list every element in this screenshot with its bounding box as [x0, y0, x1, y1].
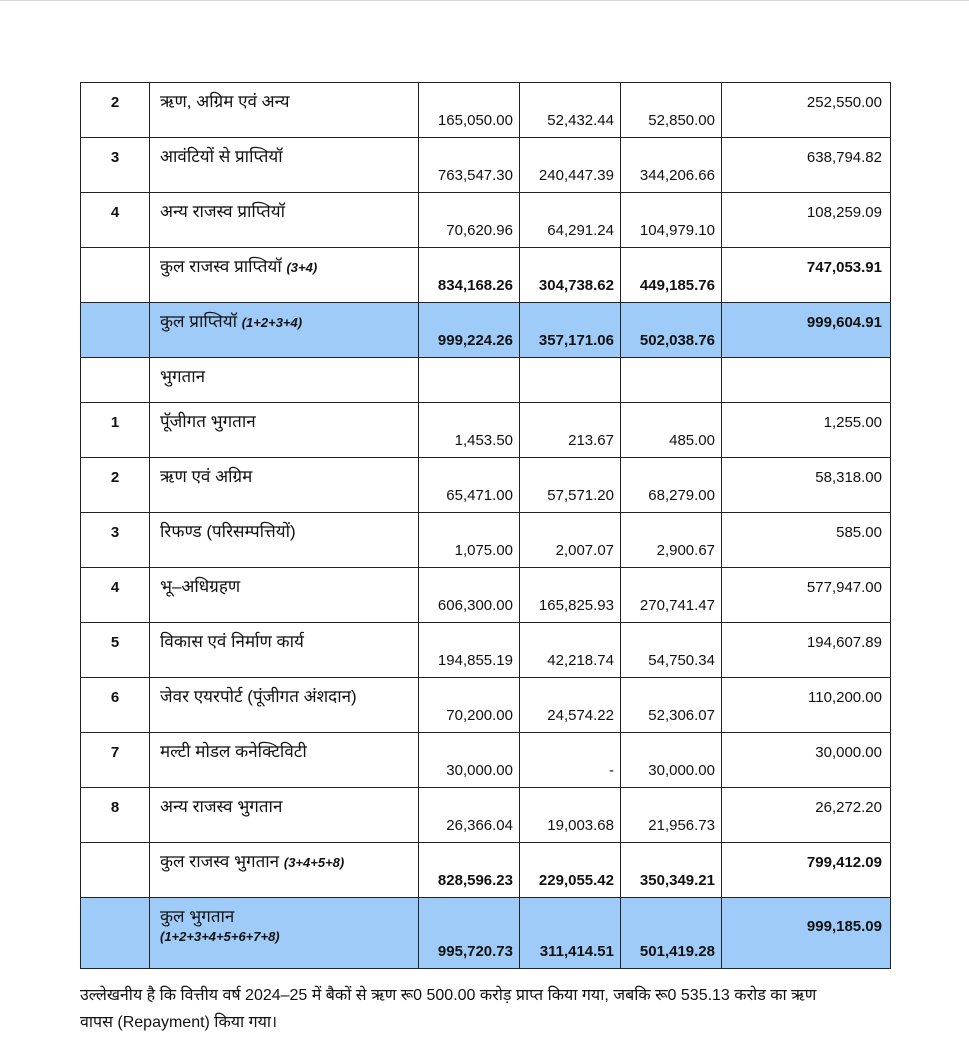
serial-cell — [81, 898, 150, 969]
serial-number — [81, 358, 149, 369]
value-cell-3 — [621, 898, 722, 969]
value-text: 70,200.00 — [446, 707, 513, 724]
value-text: 999,185.09 — [806, 918, 882, 935]
description-cell — [150, 458, 419, 513]
value-text: 110,200.00 — [808, 689, 882, 706]
value-cell-4 — [722, 568, 891, 623]
description-text: ऋण एवं अग्रिम — [160, 467, 253, 486]
value-text: 270,741.47 — [639, 597, 715, 614]
value-cell-3 — [621, 458, 722, 513]
formula-text: (1+2+3+4+5+6+7+8) — [160, 929, 280, 944]
serial-cell — [81, 83, 150, 138]
serial-cell — [81, 843, 150, 898]
value-text: 799,412.09 — [806, 854, 882, 871]
table-row — [81, 83, 891, 138]
value-cell-3 — [621, 303, 722, 358]
value-cell-4 — [722, 623, 891, 678]
value-text: 449,185.76 — [639, 277, 715, 294]
description-text: कुल राजस्व भुगतान — [160, 852, 280, 871]
value-text: 229,055.42 — [538, 872, 614, 889]
value-cell-1 — [419, 623, 520, 678]
description-text: अन्य राजस्व भुगतान — [160, 797, 283, 816]
value-cell-2 — [520, 138, 621, 193]
description-cell — [150, 83, 419, 138]
value-cell-2 — [520, 733, 621, 788]
description-text: कुल प्राप्तियॉ — [160, 312, 237, 331]
value-cell-3 — [621, 623, 722, 678]
value-cell-1 — [419, 83, 520, 138]
value-cell-2 — [520, 788, 621, 843]
description-cell — [150, 403, 419, 458]
value-cell-1 — [419, 898, 520, 969]
value-cell-1 — [419, 458, 520, 513]
value-cell-1 — [419, 843, 520, 898]
value-text: 68,279.00 — [648, 487, 715, 504]
value-cell-1 — [419, 678, 520, 733]
value-cell-3 — [621, 403, 722, 458]
description-cell — [150, 138, 419, 193]
description-text: कुल भुगतान — [160, 907, 235, 926]
value-cell-2 — [520, 678, 621, 733]
description-cell — [150, 568, 419, 623]
value-text: 995,720.73 — [437, 943, 513, 960]
value-cell-3 — [621, 788, 722, 843]
description-text: भू–अधिग्रहण — [160, 577, 241, 596]
value-cell-4 — [722, 843, 891, 898]
description-text: कुल राजस्व प्राप्तियॉ — [160, 257, 282, 276]
value-text: 834,168.26 — [437, 277, 513, 294]
value-text: 19,003.68 — [547, 817, 614, 834]
value-text: 165,825.93 — [538, 597, 614, 614]
description-text: रिफण्ड (परिसम्पत्तियों) — [160, 522, 296, 541]
value-text: 999,604.91 — [806, 314, 882, 331]
serial-cell — [81, 513, 150, 568]
value-cell-3 — [621, 193, 722, 248]
value-cell-3 — [621, 568, 722, 623]
financial-table — [80, 82, 891, 969]
value-text: 999,224.26 — [437, 332, 513, 349]
value-cell-3 — [621, 733, 722, 788]
description-text: भुगतान — [160, 367, 206, 386]
value-text: 502,038.76 — [639, 332, 715, 349]
value-cell-4 — [722, 403, 891, 458]
value-cell-3 — [621, 843, 722, 898]
value-cell-4 — [722, 513, 891, 568]
table-row — [81, 403, 891, 458]
serial-number: 7 — [110, 744, 120, 761]
value-cell-2 — [520, 513, 621, 568]
value-cell-4 — [722, 193, 891, 248]
value-text: 52,306.07 — [648, 707, 715, 724]
description-cell — [150, 678, 419, 733]
value-text: 70,620.96 — [446, 222, 513, 239]
value-text: 57,571.20 — [547, 487, 614, 504]
description-cell — [150, 623, 419, 678]
top-border-line — [0, 0, 969, 1]
serial-number — [81, 248, 149, 259]
value-text: 828,596.23 — [437, 872, 513, 889]
description-cell — [150, 248, 419, 303]
value-cell-2 — [520, 193, 621, 248]
value-cell-1 — [419, 733, 520, 788]
value-text: 252,550.00 — [806, 94, 882, 111]
value-text: 1,075.00 — [454, 542, 513, 559]
description-text: पूॅजीगत भुगतान — [160, 412, 256, 431]
value-text: 763,547.30 — [437, 167, 513, 184]
value-cell-1 — [419, 303, 520, 358]
value-cell-4 — [722, 248, 891, 303]
description-cell — [150, 513, 419, 568]
serial-cell — [81, 458, 150, 513]
value-text: 194,855.19 — [437, 652, 513, 669]
value-text: 64,291.24 — [547, 222, 614, 239]
table-body — [81, 83, 891, 969]
serial-cell — [81, 138, 150, 193]
serial-number: 2 — [110, 94, 120, 111]
serial-cell — [81, 193, 150, 248]
value-text: 311,414.51 — [539, 943, 614, 960]
serial-cell — [81, 788, 150, 843]
value-text: 26,272.20 — [815, 799, 882, 816]
serial-cell — [81, 568, 150, 623]
value-cell-2 — [520, 568, 621, 623]
description-cell — [150, 303, 419, 358]
value-cell-4 — [722, 83, 891, 138]
value-text: 30,000.00 — [446, 762, 513, 779]
value-text: 24,574.22 — [547, 707, 614, 724]
serial-cell — [81, 678, 150, 733]
serial-number: 6 — [110, 689, 120, 706]
value-cell-3 — [621, 358, 722, 403]
value-cell-4 — [722, 458, 891, 513]
value-cell-1 — [419, 248, 520, 303]
value-text: 194,607.89 — [806, 634, 882, 651]
serial-cell — [81, 248, 150, 303]
value-text: - — [609, 762, 614, 779]
serial-number — [81, 303, 149, 314]
value-text: 577,947.00 — [806, 579, 882, 596]
value-text: 747,053.91 — [806, 259, 882, 276]
value-cell-3 — [621, 248, 722, 303]
serial-number: 1 — [110, 414, 120, 431]
value-cell-3 — [621, 678, 722, 733]
value-cell-2 — [520, 898, 621, 969]
value-text: 58,318.00 — [815, 469, 882, 486]
table-row — [81, 138, 891, 193]
value-cell-3 — [621, 513, 722, 568]
description-text: अन्य राजस्व प्राप्तियॉ — [160, 202, 286, 221]
value-cell-1 — [419, 358, 520, 403]
description-cell — [150, 733, 419, 788]
value-text: 240,447.39 — [538, 167, 614, 184]
table-row — [81, 358, 891, 403]
table-row — [81, 568, 891, 623]
description-text: आवंटियों से प्राप्तियॉ — [160, 147, 283, 166]
value-cell-2 — [520, 83, 621, 138]
serial-number: 2 — [110, 469, 120, 486]
value-cell-2 — [520, 248, 621, 303]
serial-number: 5 — [110, 634, 120, 651]
serial-cell — [81, 623, 150, 678]
table-row — [81, 303, 891, 358]
description-cell — [150, 788, 419, 843]
description-cell — [150, 898, 419, 969]
value-cell-4 — [722, 788, 891, 843]
value-cell-4 — [722, 898, 891, 969]
description-cell — [150, 358, 419, 403]
note-line-1: उल्लेखनीय है कि वित्तीय वर्ष 2024–25 में बैकों से ऋण रू0 500.00 करोड़ प्राप्त किया गया, जबकि रू0 535.13 करोड का ऋण — [80, 987, 817, 1004]
table-row — [81, 248, 891, 303]
value-text: 104,979.10 — [639, 222, 715, 239]
value-text: 1,255.00 — [823, 414, 882, 431]
value-text: 26,366.04 — [446, 817, 513, 834]
serial-number: 8 — [110, 799, 120, 816]
note-paragraph — [80, 982, 889, 1036]
table-row — [81, 193, 891, 248]
serial-number — [81, 843, 149, 854]
value-cell-2 — [520, 843, 621, 898]
value-text: 357,171.06 — [538, 332, 614, 349]
value-cell-4 — [722, 733, 891, 788]
value-cell-4 — [722, 678, 891, 733]
value-cell-3 — [621, 138, 722, 193]
note-line-2: वापस (Repayment) किया गया। — [80, 1014, 278, 1031]
serial-number: 4 — [110, 579, 120, 596]
value-text: 30,000.00 — [815, 744, 882, 761]
value-text: 21,956.73 — [648, 817, 715, 834]
value-cell-2 — [520, 623, 621, 678]
serial-number — [81, 898, 149, 909]
formula-text: (3+4+5+8) — [283, 855, 345, 870]
table-row — [81, 788, 891, 843]
description-text: विकास एवं निर्माण कार्य — [160, 632, 304, 651]
value-text: 52,850.00 — [648, 112, 715, 129]
description-cell — [150, 843, 419, 898]
value-cell-2 — [520, 303, 621, 358]
value-cell-1 — [419, 193, 520, 248]
value-text: 30,000.00 — [648, 762, 715, 779]
description-text: जेवर एयरपोर्ट (पूंजीगत अंशदान) — [160, 687, 357, 706]
value-text: 344,206.66 — [639, 167, 715, 184]
value-text: 42,218.74 — [547, 652, 614, 669]
table-row — [81, 843, 891, 898]
value-cell-2 — [520, 358, 621, 403]
table-row — [81, 898, 891, 969]
value-text: 2,007.07 — [555, 542, 614, 559]
table-row — [81, 458, 891, 513]
value-text: 54,750.34 — [648, 652, 715, 669]
value-text: 2,900.67 — [656, 542, 715, 559]
serial-number: 3 — [110, 149, 120, 166]
value-text: 606,300.00 — [437, 597, 513, 614]
serial-number: 3 — [110, 524, 120, 541]
table-row — [81, 513, 891, 568]
value-text: 65,471.00 — [446, 487, 513, 504]
value-cell-4 — [722, 303, 891, 358]
table-row — [81, 678, 891, 733]
serial-number: 4 — [110, 204, 120, 221]
value-text: 485.00 — [669, 432, 715, 449]
value-cell-3 — [621, 83, 722, 138]
table-row — [81, 623, 891, 678]
description-cell — [150, 193, 419, 248]
table-row — [81, 733, 891, 788]
serial-cell — [81, 358, 150, 403]
value-text: 165,050.00 — [437, 112, 513, 129]
value-text: 304,738.62 — [538, 277, 614, 294]
value-text: 585.00 — [836, 524, 882, 541]
value-cell-2 — [520, 403, 621, 458]
value-cell-4 — [722, 138, 891, 193]
formula-text: (3+4) — [286, 260, 318, 275]
value-text: 638,794.82 — [806, 149, 882, 166]
value-cell-4 — [722, 358, 891, 403]
value-text: 501,419.28 — [639, 943, 715, 960]
formula-text: (1+2+3+4) — [241, 315, 303, 330]
value-text: 1,453.50 — [454, 432, 513, 449]
value-text: 213.67 — [568, 432, 614, 449]
serial-cell — [81, 403, 150, 458]
value-cell-2 — [520, 458, 621, 513]
value-cell-1 — [419, 403, 520, 458]
value-cell-1 — [419, 788, 520, 843]
value-text: 350,349.21 — [639, 872, 715, 889]
value-text: 52,432.44 — [547, 112, 614, 129]
value-cell-1 — [419, 138, 520, 193]
value-text: 108,259.09 — [806, 204, 882, 221]
description-text: मल्टी मोडल कनेक्टिविटी — [160, 742, 307, 761]
serial-cell — [81, 303, 150, 358]
value-cell-1 — [419, 513, 520, 568]
description-text: ऋण, अग्रिम एवं अन्य — [160, 92, 290, 111]
serial-cell — [81, 733, 150, 788]
value-cell-1 — [419, 568, 520, 623]
